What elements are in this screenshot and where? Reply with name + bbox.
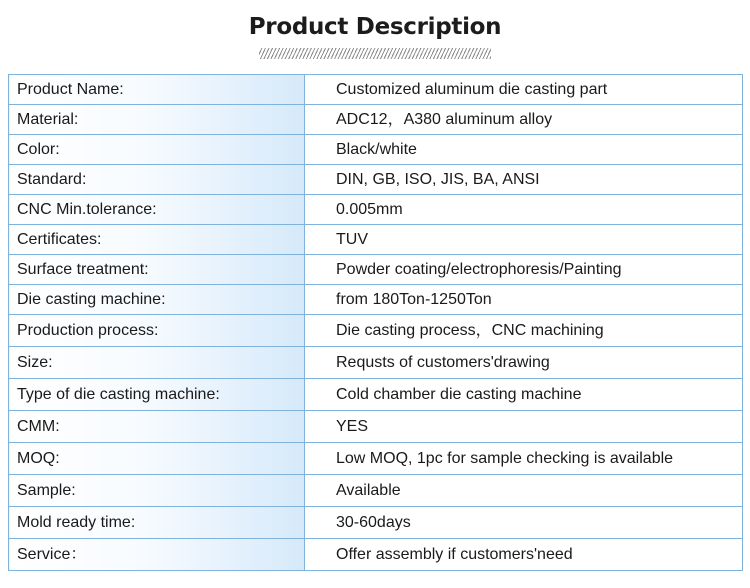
- spec-value: Cold chamber die casting machine: [305, 379, 743, 411]
- spec-label: Product Name:: [9, 75, 305, 105]
- spec-label: Production process:: [9, 315, 305, 347]
- spec-row-moq: [9, 443, 743, 475]
- spec-value: ADC12，A380 aluminum alloy: [305, 105, 743, 135]
- spec-row-mold-ready-time: [9, 507, 743, 539]
- spec-value: Low MOQ, 1pc for sample checking is available: [305, 443, 743, 475]
- spec-value: from 180Ton-1250Ton: [305, 285, 743, 315]
- spec-row-size: [9, 347, 743, 379]
- page-title: Product Description: [248, 14, 502, 40]
- spec-row-product-name: [9, 75, 743, 105]
- spec-value: YES: [305, 411, 743, 443]
- spec-row-material: [9, 105, 743, 135]
- spec-label: Material:: [9, 105, 305, 135]
- spec-value: Black/white: [305, 135, 743, 165]
- spec-label: Type of die casting machine:: [9, 379, 305, 411]
- spec-row-machine-type: [9, 379, 743, 411]
- spec-value: Customized aluminum die casting part: [305, 75, 743, 105]
- product-spec-table: [8, 74, 743, 571]
- spec-row-cnc-tolerance: [9, 195, 743, 225]
- spec-label: Standard:: [9, 165, 305, 195]
- spec-value: Requsts of customers'drawing: [305, 347, 743, 379]
- spec-value: 30-60days: [305, 507, 743, 539]
- spec-value: TUV: [305, 225, 743, 255]
- spec-row-standard: [9, 165, 743, 195]
- spec-row-production-process: [9, 315, 743, 347]
- title-decorative-underline: [259, 48, 491, 59]
- spec-row-sample: [9, 475, 743, 507]
- spec-label: Surface treatment:: [9, 255, 305, 285]
- spec-label: Size:: [9, 347, 305, 379]
- spec-value: Die casting process，CNC machining: [305, 315, 743, 347]
- spec-label: Mold ready time:: [9, 507, 305, 539]
- spec-label: CMM:: [9, 411, 305, 443]
- spec-row-surface-treatment: [9, 255, 743, 285]
- spec-label: Color:: [9, 135, 305, 165]
- spec-value: Powder coating/electrophoresis/Painting: [305, 255, 743, 285]
- spec-label: Service：: [9, 539, 305, 571]
- spec-value: DIN, GB, ISO, JIS, BA, ANSI: [305, 165, 743, 195]
- spec-label: Sample:: [9, 475, 305, 507]
- spec-value: 0.005mm: [305, 195, 743, 225]
- spec-row-service: [9, 539, 743, 571]
- spec-label: Die casting machine:: [9, 285, 305, 315]
- spec-value: Available: [305, 475, 743, 507]
- spec-label: Certificates:: [9, 225, 305, 255]
- spec-value: Offer assembly if customers'need: [305, 539, 743, 571]
- spec-label: CNC Min.tolerance:: [9, 195, 305, 225]
- spec-row-die-casting-machine: [9, 285, 743, 315]
- spec-row-certificates: [9, 225, 743, 255]
- spec-row-color: [9, 135, 743, 165]
- spec-label: MOQ:: [9, 443, 305, 475]
- spec-row-cmm: [9, 411, 743, 443]
